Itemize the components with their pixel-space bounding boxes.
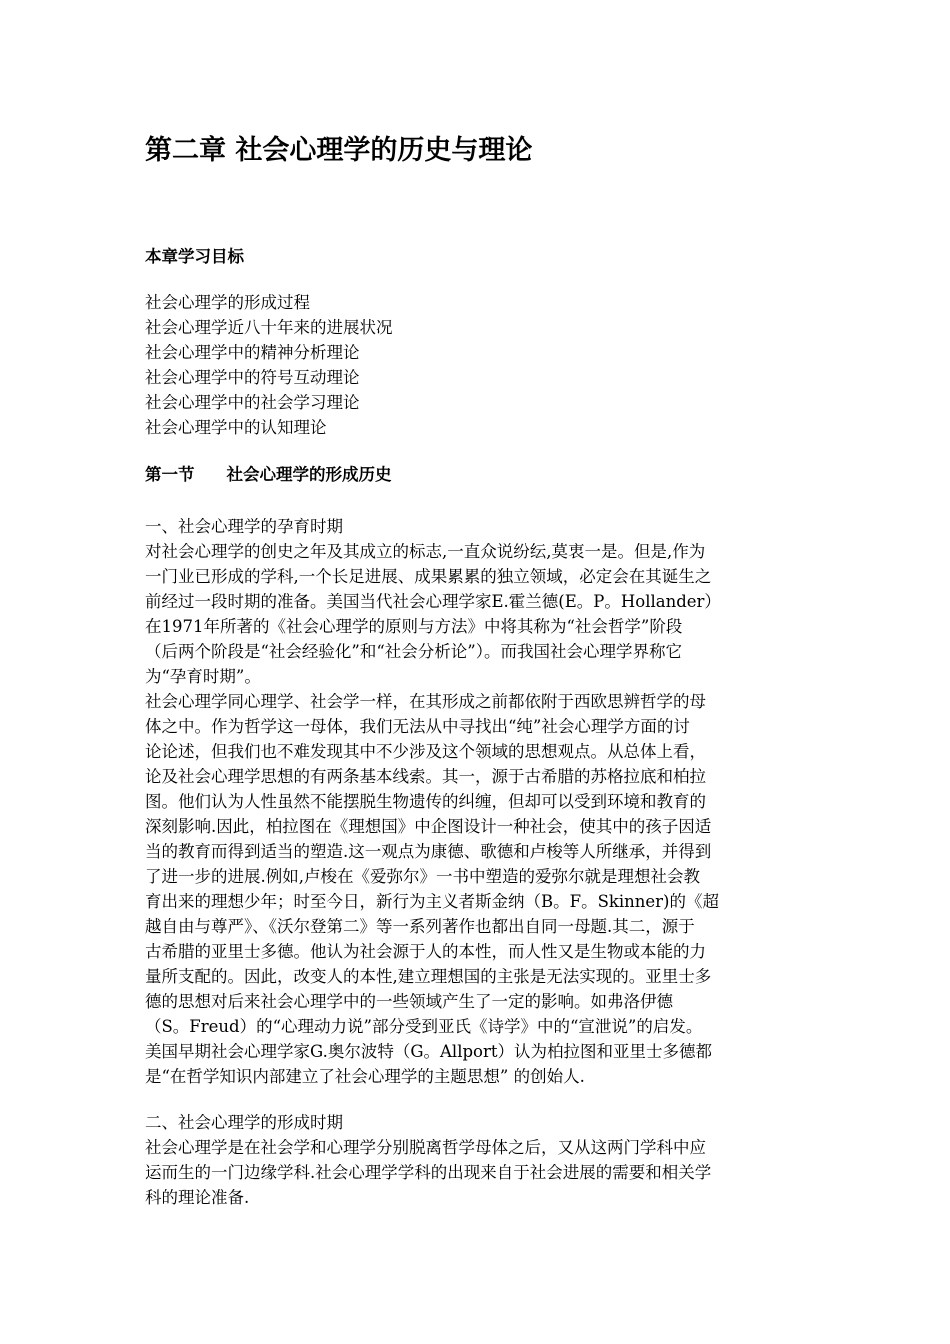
paragraph-line: 科的理论准备. xyxy=(145,1188,250,1207)
paragraph-line: 运而生的一门边缘学科.社会心理学学科的出现来自于社会进展的需要和相关学 xyxy=(145,1163,712,1182)
paragraph-line: 美国早期社会心理学家G.奥尔波特（G。Allport）认为柏拉图和亚里士多德都 xyxy=(145,1042,713,1061)
chapter-title: 第二章 社会心理学的历史与理论 xyxy=(145,135,533,166)
paragraph-line: 社会心理学同心理学、社会学一样，在其形成之前都依附于西欧思辨哲学的母 xyxy=(145,692,706,711)
paragraph-line: 社会心理学是在社会学和心理学分别脱离哲学母体之后，又从这两门学科中应 xyxy=(145,1138,706,1157)
paragraph-line: 是“在哲学知识内部建立了社会心理学的主题思想” 的创始人. xyxy=(145,1067,585,1086)
paragraph-line: （S。Freud）的“心理动力说”部分受到亚氏《诗学》中的“宣泄说”的启发。 xyxy=(145,1017,703,1036)
paragraph-line: 了进一步的进展.例如,卢梭在《爱弥尔》一书中塑造的爱弥尔就是理想社会教 xyxy=(145,867,700,886)
paragraph-line: 论论述，但我们也不难发现其中不少涉及这个领域的思想观点。从总体上看， xyxy=(145,742,706,761)
paragraph-line: 对社会心理学的创史之年及其成立的标志,一直众说纷纭,莫衷一是。但是,作为 xyxy=(145,542,706,561)
paragraph-line: 古希腊的亚里士多德。他认为社会源于人的本性，而人性又是生物或本能的力 xyxy=(145,942,706,961)
learning-goal-item: 社会心理学中的社会学习理论 xyxy=(145,393,360,412)
paragraph-line: 图。他们认为人性虽然不能摆脱生物遗传的纠缠，但却可以受到环境和教育的 xyxy=(145,792,706,811)
learning-goal-item: 社会心理学的形成过程 xyxy=(145,293,310,312)
paragraph-line: 为“孕育时期”。 xyxy=(145,667,261,686)
section-number: 第一节 xyxy=(145,465,195,484)
learning-goals-heading: 本章学习目标 xyxy=(145,247,244,266)
paragraph-line: 前经过一段时期的准备。美国当代社会心理学家E.霍兰德(E。P。Hollander） xyxy=(145,592,721,611)
paragraph-line: 德的思想对后来社会心理学中的一些领域产生了一定的影响。如弗洛伊德 xyxy=(145,992,673,1011)
subsection-formation xyxy=(145,1110,810,1210)
section-title: 社会心理学的形成历史 xyxy=(226,465,392,484)
subsection-heading: 一、社会心理学的孕育时期 xyxy=(145,517,343,536)
paragraph-line: 越自由与尊严》、《沃尔登第二》等一系列著作也都出自同一母题.其二，源于 xyxy=(145,917,695,936)
paragraph-line: 一门业已形成的学科,一个长足进展、成果累累的独立领域，必定会在其诞生之 xyxy=(145,567,712,586)
paragraph-line: 育出来的理想少年；时至今日，新行为主义者斯金纳（B。F。Skinner)的《超 xyxy=(145,892,719,911)
learning-goal-item: 社会心理学中的精神分析理论 xyxy=(145,343,360,362)
paragraph-line: 在1971年所著的《社会心理学的原则与方法》中将其称为“社会哲学”阶段 xyxy=(145,617,683,636)
paragraph-line: 体之中。作为哲学这一母体，我们无法从中寻找出“纯”社会心理学方面的讨 xyxy=(145,717,690,736)
learning-goal-item: 社会心理学中的符号互动理论 xyxy=(145,368,360,387)
paragraph-line: 论及社会心理学思想的有两条基本线索。其一，源于古希腊的苏格拉底和柏拉 xyxy=(145,767,706,786)
learning-goal-item: 社会心理学中的认知理论 xyxy=(145,418,327,437)
paragraph-line: 量所支配的。因此，改变人的本性,建立理想国的主张是无法实现的。亚里士多 xyxy=(145,967,712,986)
paragraph-line: （后两个阶段是“社会经验化”和“社会分析论”）。而我国社会心理学界称它 xyxy=(145,642,682,661)
paragraph-line: 深刻影响.因此，柏拉图在《理想国》中企图设计一种社会，使其中的孩子因适 xyxy=(145,817,712,836)
paragraph-line: 当的教育而得到适当的塑造.这一观点为康德、歌德和卢梭等人所继承，并得到 xyxy=(145,842,712,861)
learning-goals-list xyxy=(145,290,393,440)
section-heading xyxy=(145,462,392,487)
subsection-heading: 二、社会心理学的形成时期 xyxy=(145,1113,343,1132)
subsection-incubation xyxy=(145,514,810,1089)
learning-goal-item: 社会心理学近八十年来的进展状况 xyxy=(145,318,393,337)
